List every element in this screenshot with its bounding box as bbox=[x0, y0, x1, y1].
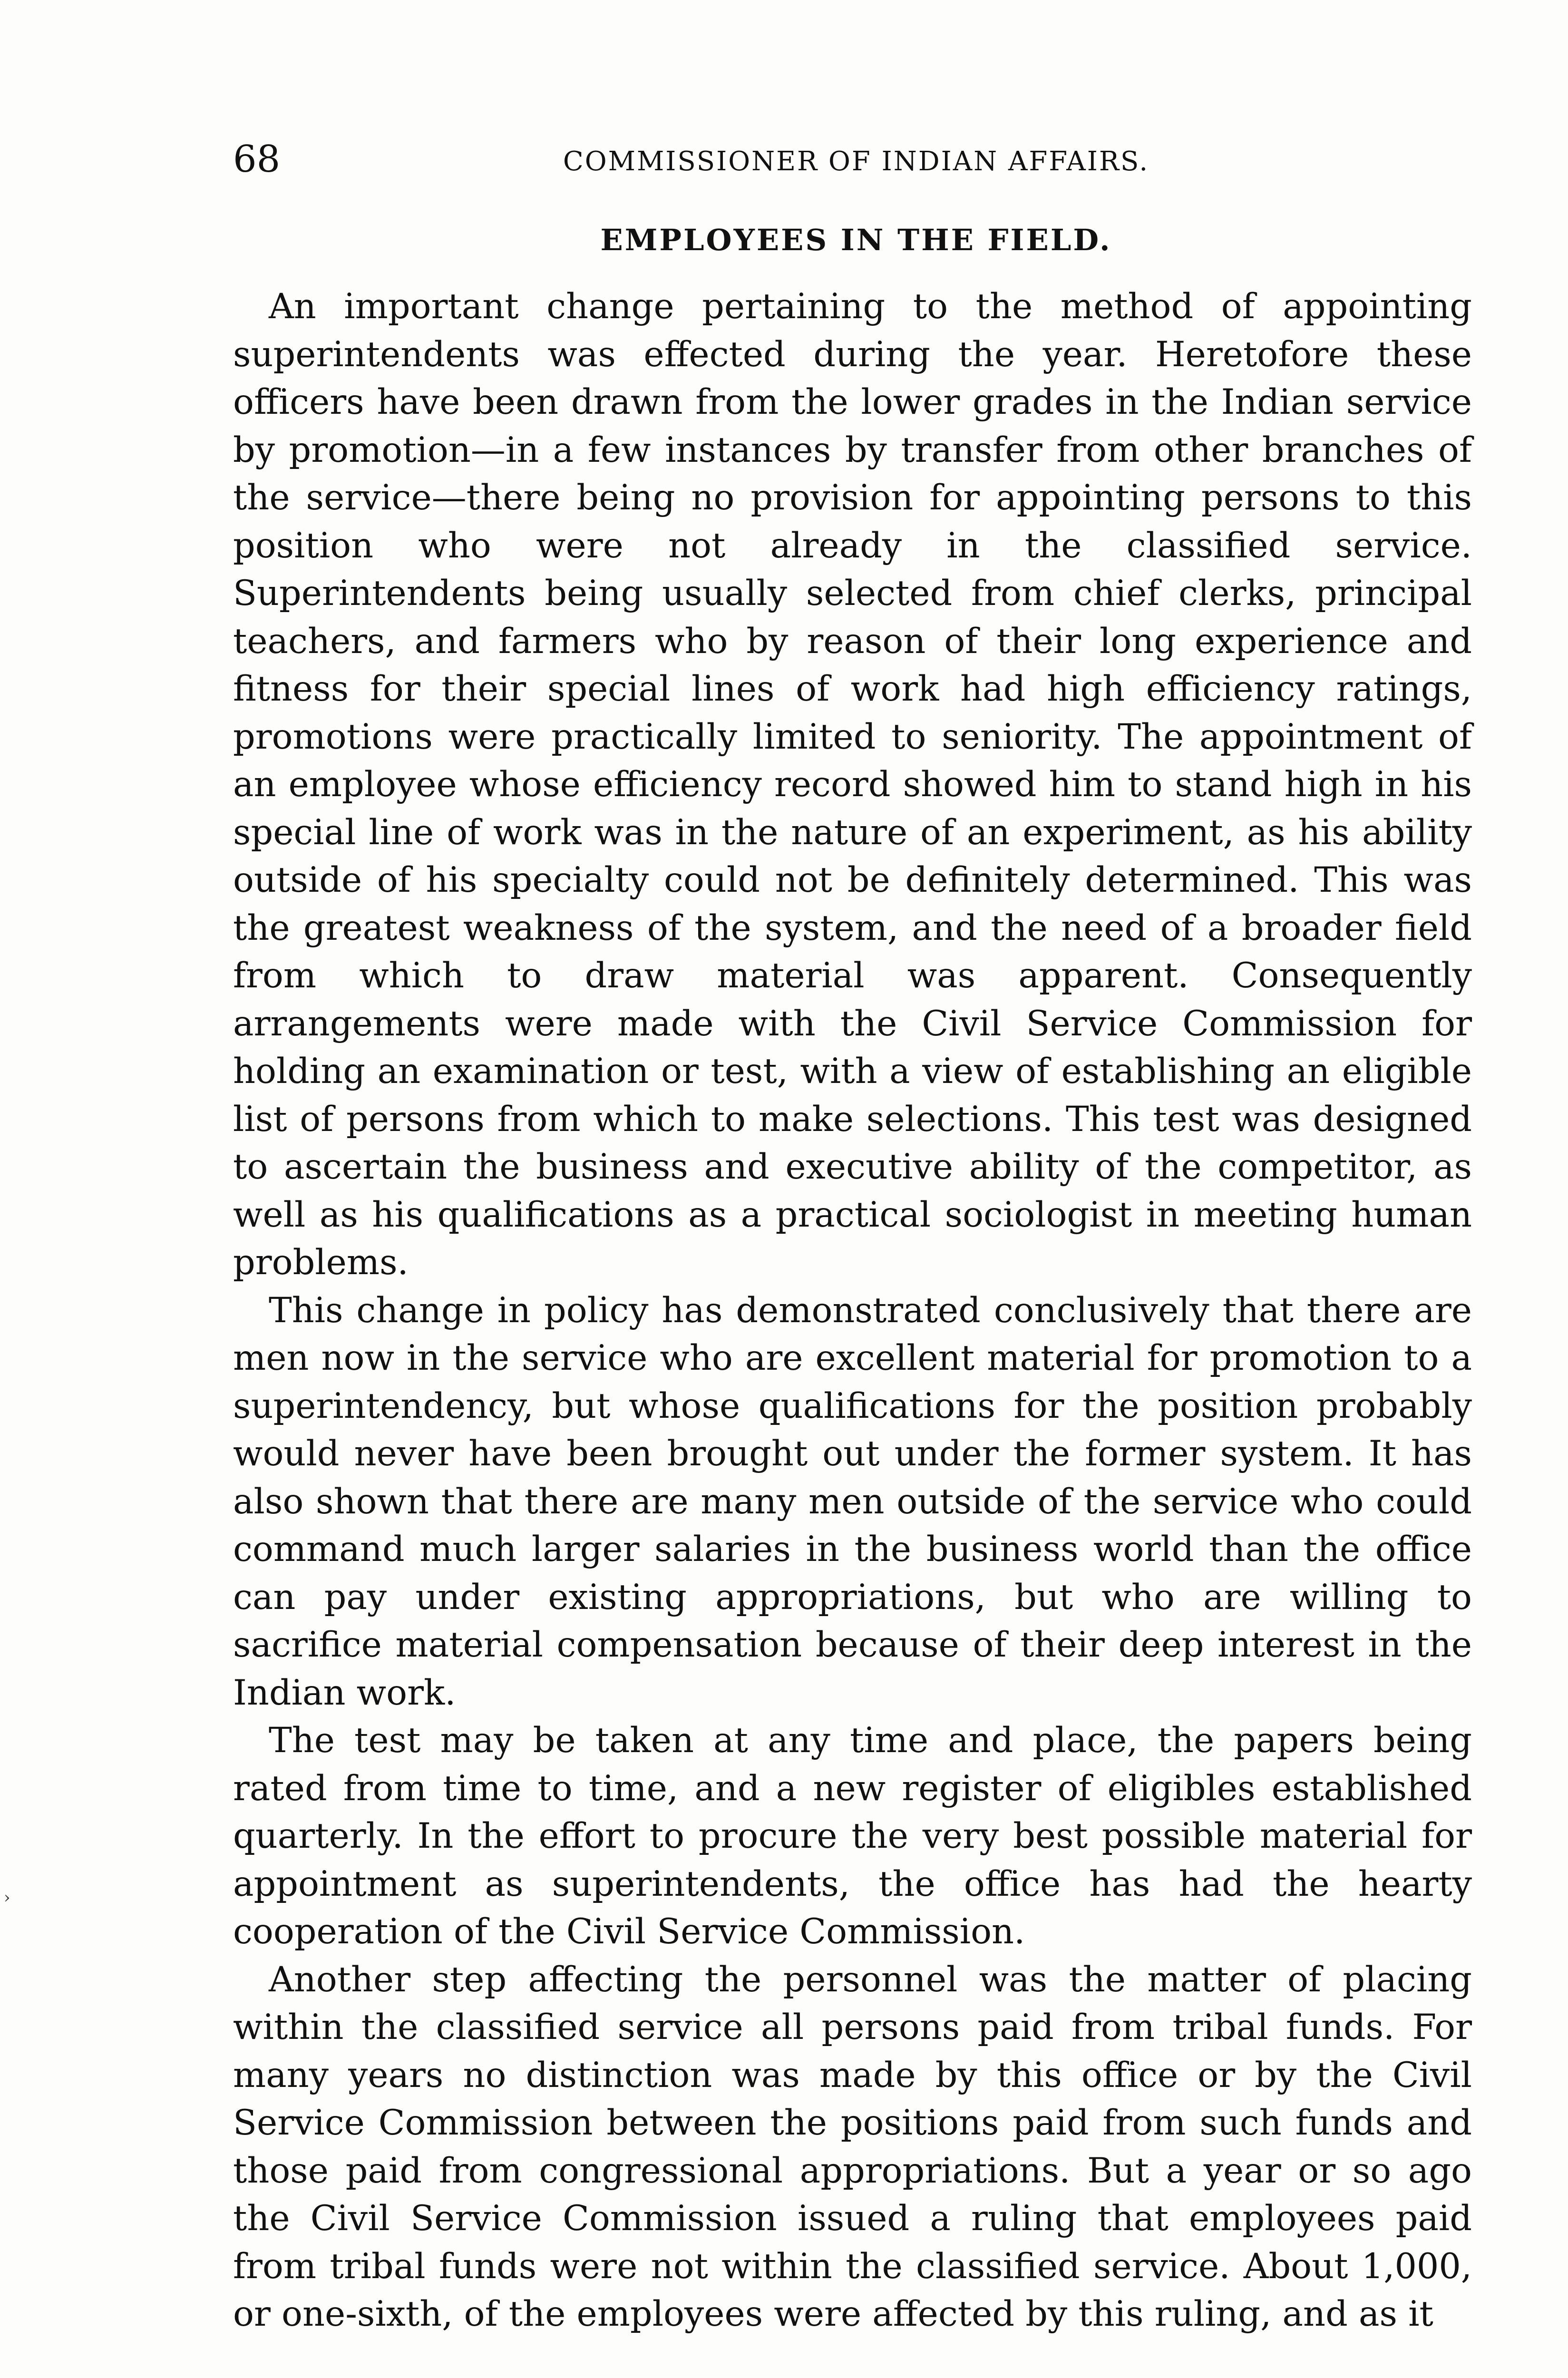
running-head: COMMISSIONER OF INDIAN AFFAIRS. bbox=[563, 146, 1149, 177]
paragraph: This change in policy has demonstrated conclusively that there are men now in the service who are excellent material for promotion to a superintendency, but whose qualifications for the position probably would never have been brought out under the former system. It has also shown that there are many men outside of the service who could command much larger salaries in the business world than the office can pay under existing appropriations, but who are willing to sacrifice material compensation because of their deep interest in the Indian work. bbox=[233, 1290, 1472, 1713]
page-number: 68 bbox=[233, 138, 281, 181]
paragraph: The test may be taken at any time and place, the papers being rated from time to time, and a new register of eligibles established quarterly. In the effort to procure the very best possible material for appointment as superintendents, the office has had the hearty cooperation of the Civil Service Commission. bbox=[233, 1720, 1472, 1952]
paragraph: An important change pertaining to the method of appointing superintendents was effected during the year. Heretofore these officers have been drawn from the lower grades in the Indian service by promotion—in a few instances by transfer from other branches of the service—there being no provision for appointing persons to this position who were not already in the classified service. Superintendents being usually selected from chief clerks, principal teachers, and farmers who by reason of their long experience and fitness for their special lines of work had high efficiency ratings, promotions were practically limited to seniority. The appointment of an employee whose efficiency record showed him to stand high in his special line of work was in the nature of an experiment, as his ability outside of his specialty could not be definitely determined. This was the greatest weakness of the system, and the need of a broader field from which to draw material was apparent. Consequently arrangements were made with the Civil Service Commission for holding an examination or test, with a view of establishing an eligible list of persons from which to make selections. This test was designed to ascertain the business and executive ability of the competitor, as well as his qualifications as a practical sociologist in meeting human problems. bbox=[233, 286, 1472, 1283]
page-header bbox=[233, 133, 1479, 190]
margin-tick-mark: › bbox=[4, 1888, 10, 1907]
body-text bbox=[233, 283, 1472, 2339]
section-title: EMPLOYEES IN THE FIELD. bbox=[600, 223, 1112, 257]
paragraph: Another step affecting the personnel was the matter of placing within the classified service all persons paid from tribal funds. For many years no distinction was made by this office or by the Civil Service Commission between the positions paid from such funds and those paid from congressional appropriations. But a year or so ago the Civil Service Commission issued a ruling that employees paid from tribal funds were not within the classified service. About 1,000, or one-sixth, of the employees were affected by this ruling, and as it bbox=[233, 1959, 1472, 2334]
